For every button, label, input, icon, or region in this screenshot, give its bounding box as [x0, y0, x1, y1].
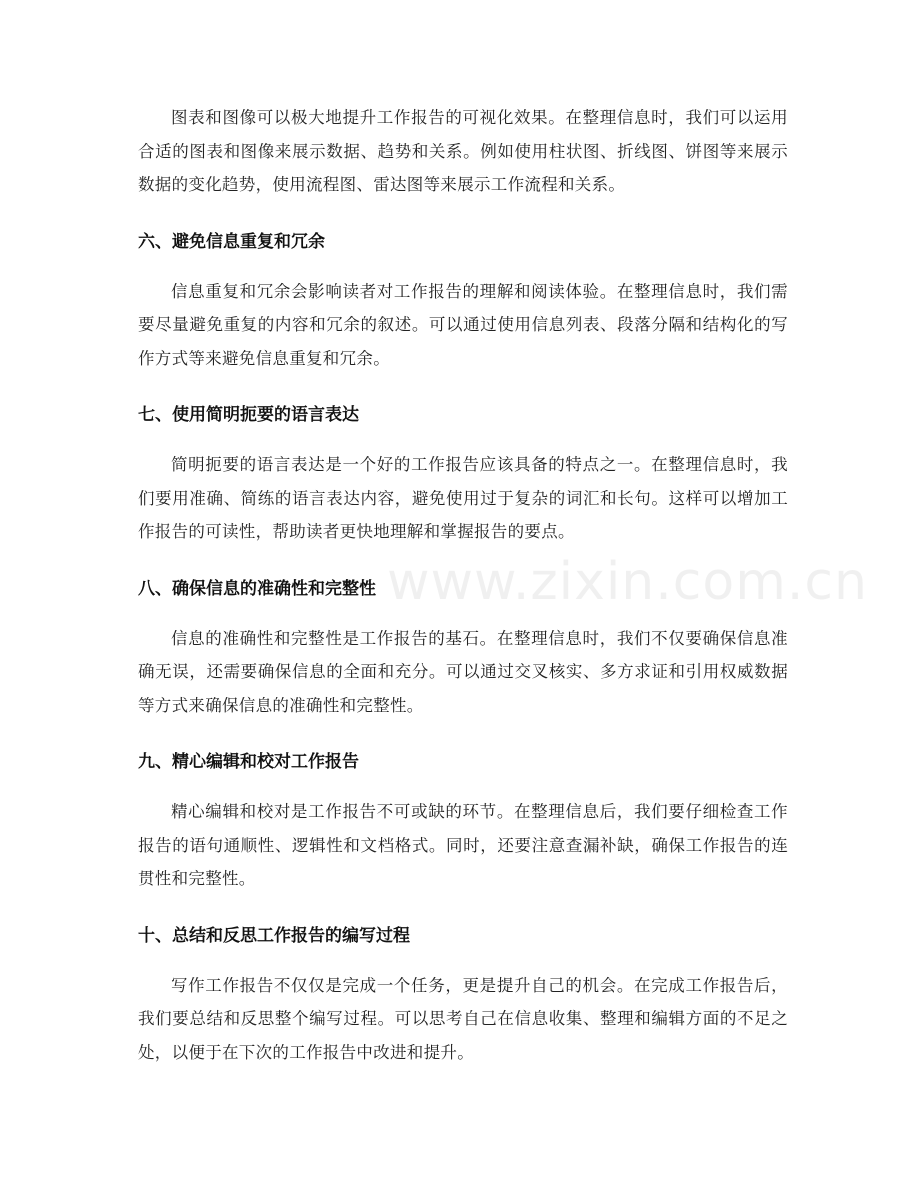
watermark: www.zixin.com.cn: [387, 552, 868, 612]
section-body-8: 信息的准确性和完整性是工作报告的基石。在整理信息时，我们不仅要确保信息准确无误，还需要确保信息的全面和充分。可以通过交叉核实、多方求证和引用权威数据等方式来确保信息的准确性和完整性。: [138, 628, 788, 715]
section-heading-9: 九、精心编辑和校对工作报告: [138, 752, 359, 772]
section-heading-7: 七、使用简明扼要的语言表达: [138, 405, 359, 425]
section-body-9: 精心编辑和校对是工作报告不可或缺的环节。在整理信息后，我们要仔细检查工作报告的语句通顺性、逻辑性和文档格式。同时，还要注意查漏补缺，确保工作报告的连贯性和完整性。: [138, 802, 788, 888]
section-heading-6: 六、避免信息重复和冗余: [138, 231, 325, 252]
section-body-6: 信息重复和冗余会影响读者对工作报告的理解和阅读体验。在整理信息时，我们需要尽量避免重复的内容和冗余的叙述。可以通过使用信息列表、段落分隔和结构化的写作方式等来避免信息重复和冗余。: [138, 281, 788, 368]
section-heading-10: 十、总结和反思工作报告的编写过程: [138, 925, 410, 946]
section-body-10: 写作工作报告不仅仅是完成一个任务，更是提升自己的机会。在完成工作报告后，我们要总结和反思整个编写过程。可以思考自己在信息收集、整理和编辑方面的不足之处，以便于在下次的工作报告中改进和提升。: [138, 975, 788, 1062]
section-body-7: 简明扼要的语言表达是一个好的工作报告应该具备的特点之一。在整理信息时，我们要用准确、简练的语言表达内容，避免使用过于复杂的词汇和长句。这样可以增加工作报告的可读性，帮助读者更快地理解和掌握报告的要点。: [138, 455, 788, 541]
section-heading-8: 八、确保信息的准确性和完整性: [138, 578, 376, 599]
document-content: [138, 101, 788, 1069]
intro-paragraph: 图表和图像可以极大地提升工作报告的可视化效果。在整理信息时，我们可以运用合适的图表和图像来展示数据、趋势和关系。例如使用柱状图、折线图、饼图等来展示数据的变化趋势，使用流程图、雷达图等来展示工作流程和关系。: [138, 108, 788, 194]
